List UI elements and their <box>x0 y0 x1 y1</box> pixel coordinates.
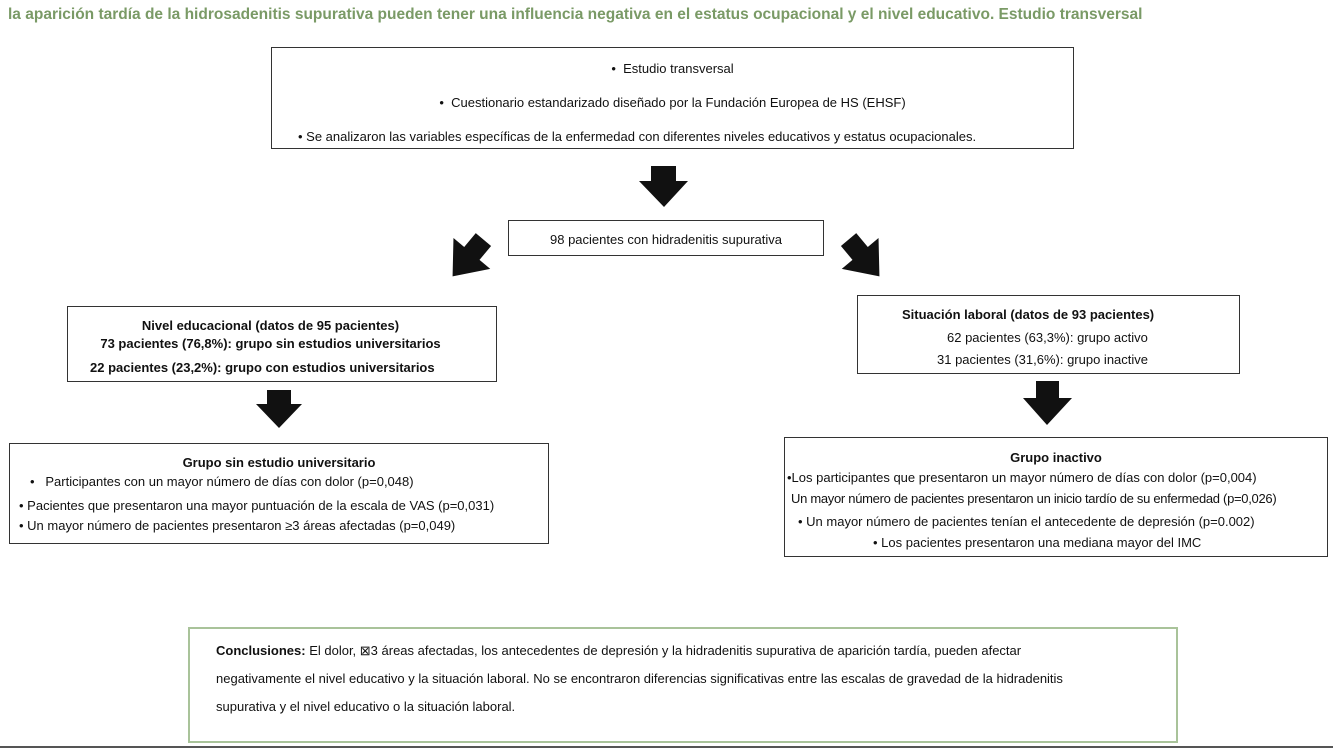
methods-item: • Estudio transversal <box>611 61 734 76</box>
methods-item: • Se analizaron las variables específicas de la enfermedad con diferentes niveles educativos y estatus ocupacionales. <box>298 129 977 144</box>
arrow-down-icon <box>256 390 302 428</box>
inactive-item: • Los pacientes presentaron una mediana mayor del IMC <box>873 535 1202 550</box>
employment-line: 31 pacientes (31,6%): grupo inactive <box>937 352 1149 367</box>
education-line: 22 pacientes (23,2%): grupo con estudios universitarios <box>90 360 435 375</box>
arrow-down-left-icon <box>434 224 502 292</box>
figure-title: la aparición tardía de la hidrosadenitis supurativa pueden tener una influencia negativa en el estatus ocupacional y el nivel educativo. Estudio transversal <box>8 6 1143 23</box>
methods-item: • Cuestionario estandarizado diseñado por la Fundación Europea de HS (EHSF) <box>439 95 906 110</box>
no-university-item: • Pacientes que presentaron una mayor puntuación de la escala de VAS (p=0,031) <box>19 498 495 513</box>
no-university-item: • Un mayor número de pacientes presentaron ≥3 áreas afectadas (p=0,049) <box>19 518 456 533</box>
employment-line: 62 pacientes (63,3%): grupo activo <box>947 330 1148 345</box>
education-heading: Nivel educacional (datos de 95 pacientes) <box>141 318 400 333</box>
arrow-down-icon <box>639 166 688 207</box>
conclusions-line: negativamente el nivel educativo y la situación laboral. No se encontraron diferencias significativas entre las escalas de gravedad de la hidradenitis <box>216 671 1063 686</box>
conclusions-line: supurativa y el nivel educativo o la situación laboral. <box>216 699 516 714</box>
bottom-divider <box>0 746 1333 748</box>
patients-count: 98 pacientes con hidradenitis supurativa <box>550 232 782 247</box>
arrow-down-right-icon <box>830 224 898 292</box>
no-university-heading: Grupo sin estudio universitario <box>182 455 376 470</box>
conclusions-label: Conclusiones: <box>216 643 306 658</box>
conclusions-line: Conclusiones: El dolor, ⊠3 áreas afectadas, los antecedentes de depresión y la hidradenitis supurativa de aparición tardía, pueden afectar <box>216 643 1022 658</box>
inactive-item: • Un mayor número de pacientes tenían el antecedente de depresión (p=0.002) <box>798 514 1255 529</box>
no-university-item: • Participantes con un mayor número de días con dolor (p=0,048) <box>30 474 414 489</box>
education-line: 73 pacientes (76,8%): grupo sin estudios universitarios <box>100 336 441 351</box>
conclusions-box <box>188 627 1178 743</box>
arrow-down-icon <box>1023 381 1072 425</box>
employment-heading: Situación laboral (datos de 93 pacientes) <box>902 307 1155 322</box>
inactive-heading: Grupo inactivo <box>1010 450 1102 465</box>
inactive-item: •Los participantes que presentaron un mayor número de días con dolor (p=0,004) <box>787 470 1257 485</box>
inactive-item: Un mayor número de pacientes presentaron un inicio tardío de su enfermedad (p=0,026) <box>791 491 1277 506</box>
